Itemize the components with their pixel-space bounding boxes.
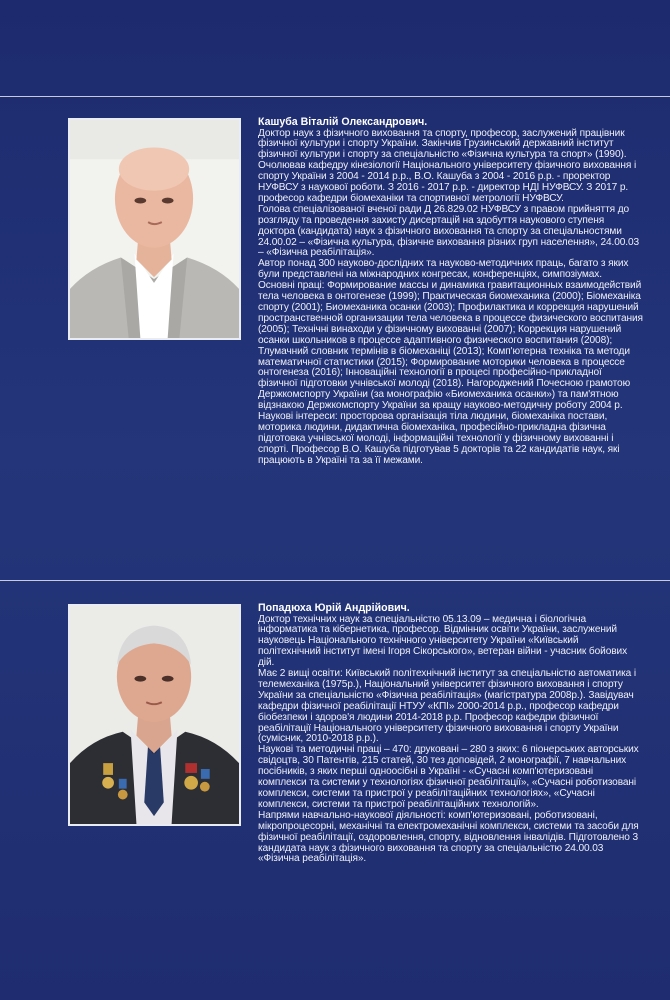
middle-divider: [0, 580, 670, 581]
portrait-kashuba-image: [70, 120, 239, 338]
bio-paragraph: Напрями навчально-наукової діяльності: комп'ютеризовані, роботизовані, мікропроцесорні, механічні та електромеханічні комплекси, системи та засоби для фізичної реабілітації, оздоровлення, спорту, відновлення інвалідів. Підготовлено 3 кандидата наук з фізичного виховання та спорту за спеціальністю 24.00.03 «Фізична реабілітація».: [258, 809, 639, 865]
person-name-kashuba: Кашуба Віталій Олександрович.: [258, 116, 428, 128]
bio-paragraph: Доктор технічних наук за спеціальністю 05.13.09 – медична і біологічна інформатика та кібернетика, професор. Відмінник освіти України, заслужений науковець Національного технічного університету України «Київський політехнічний інститут імені Ігоря Сікорського», ветеран війни - учасник бойових дій.: [258, 613, 628, 669]
top-divider: [0, 96, 670, 97]
portrait-popadyukha-image: [70, 606, 239, 824]
bio-kashuba: [258, 116, 643, 467]
bio-paragraph: Основні праці: Формирование массы и динамика гравитационных взаимодействий тела человека в онтогенезе (1999); Практическая биомеханика (2000); Біомеханіка спорту (2001); Биомеханика осанки (2003); Профилактика и коррекция нарушений пространственной организации тела человека в процессе физического воспитания (2005); Технічні винаходи у фізичному вихованні (2007); Коррекция нарушений осанки школьников в процессе адаптивного физического воспитания (2008); Тлумачний словник термінів в біомеханіці (2013); Комп'ютерна техніка та методи математичної статистики (2015); Формирование моторики человека в процессе онтогенеза (2016); Інноваційні технології в процесі професійно-прикладної фізичної підготовки учнівської молоді (2018). Нагороджений Почесною грамотою Держкомспорту України (за монографію «Биомеханика осанки») та пам'ятною відзнакою Держкомспорту України за кращу науково-методичну роботу 2004 р.: [258, 280, 643, 412]
person-name-popadyukha: Попадюха Юрій Андрійович.: [258, 602, 410, 614]
bio-popadyukha: [258, 602, 643, 865]
bio-paragraph: Доктор наук з фізичного виховання та спорту, професор, заслужений працівник фізичної культури і спорту України. Закінчив Грузинський державний інститут фізичної культури і спорту за спеціальністю «Фізична культура та спорт» (1990).: [258, 127, 627, 161]
portrait-photo-popadyukha: [68, 604, 241, 826]
bio-paragraph: Голова спеціалізованої вченої ради Д 26.829.02 НУФВСУ з правом прийняття до розгляду та проведення захисту дисертацій на здобуття наукового ступеня доктора (кандидата) наук з фізичного виховання та спорту за спеціальностями 24.00.02 – «Фізична культура, фізичне виховання різних груп населення», 24.00.03 – «Фізична реабілітація».: [258, 203, 640, 259]
bio-paragraph: Наукові інтереси: просторова організація тіла людини, біомеханіка постави, моторика людини, дидактична біомеханіка, професійно-прикладна фізична підготовка учнівської молоді, інформаційні технології у фізичному вихованні і спорті. Професор В.О. Кашуба підготував 5 докторів та 22 кандидатів наук, які працюють в Україні та за її межами.: [258, 411, 620, 466]
portrait-photo-kashuba: [68, 118, 241, 340]
bio-paragraph: Очолював кафедру кінезіології Національного університету фізичного виховання і спорту України з 2004 - 2014 р.р., В.О. Кашуба з 2004 - 2016 р.р. - проректор НУФВСУ з наукової роботи. З 2016 - 2017 р.р. - директор НДІ НУФВСУ. З 2017 р. професор кафедри біомеханіки та спортивної метрології НУФВСУ.: [258, 160, 637, 204]
bio-paragraph: Наукові та методичні праці – 470: друковані – 280 з яких: 6 піонерських авторських свідоцтв, 30 Патентів, 215 статей, 30 тез доповідей, 2 монографії, 7 навчальних посібників, з яких перші одноосібні в Україні - «Сучасні комп'ютеризовані комплекси та системи у технологіях фізичної реабілітації», «Сучасні роботизовані комплекси, системи та пристрої у реабілітаційних технологіях», «Сучасні комплекси, системи та пристрої реабілітаційних технологій».: [258, 744, 639, 810]
bio-paragraph: Має 2 вищі освіти: Київський політехнічний інститут за спеціальністю автоматика і телемеханіка (1975р.), Національний університет фізичного виховання і спорту України за спеціальністю «Фізична реабілітація» (магістратура 2008р.). Завідувач кафедри фізичної реабілітації НТУУ «КПІ» 2000-2014 р.р., професор кафедри біобезпеки і здоров'я людини 2014-2018 р.р. Професор кафедри фізичної реабілітації Національного університету фізичного виховання і спорту України (сумісник, 2010-2018 р.р.).: [258, 668, 637, 745]
bio-paragraph: Автор понад 300 науково-дослідних та науково-методичних праць, багато з яких були представлені на міжнародних конгресах, конференціях, симпозіумах.: [258, 258, 629, 281]
